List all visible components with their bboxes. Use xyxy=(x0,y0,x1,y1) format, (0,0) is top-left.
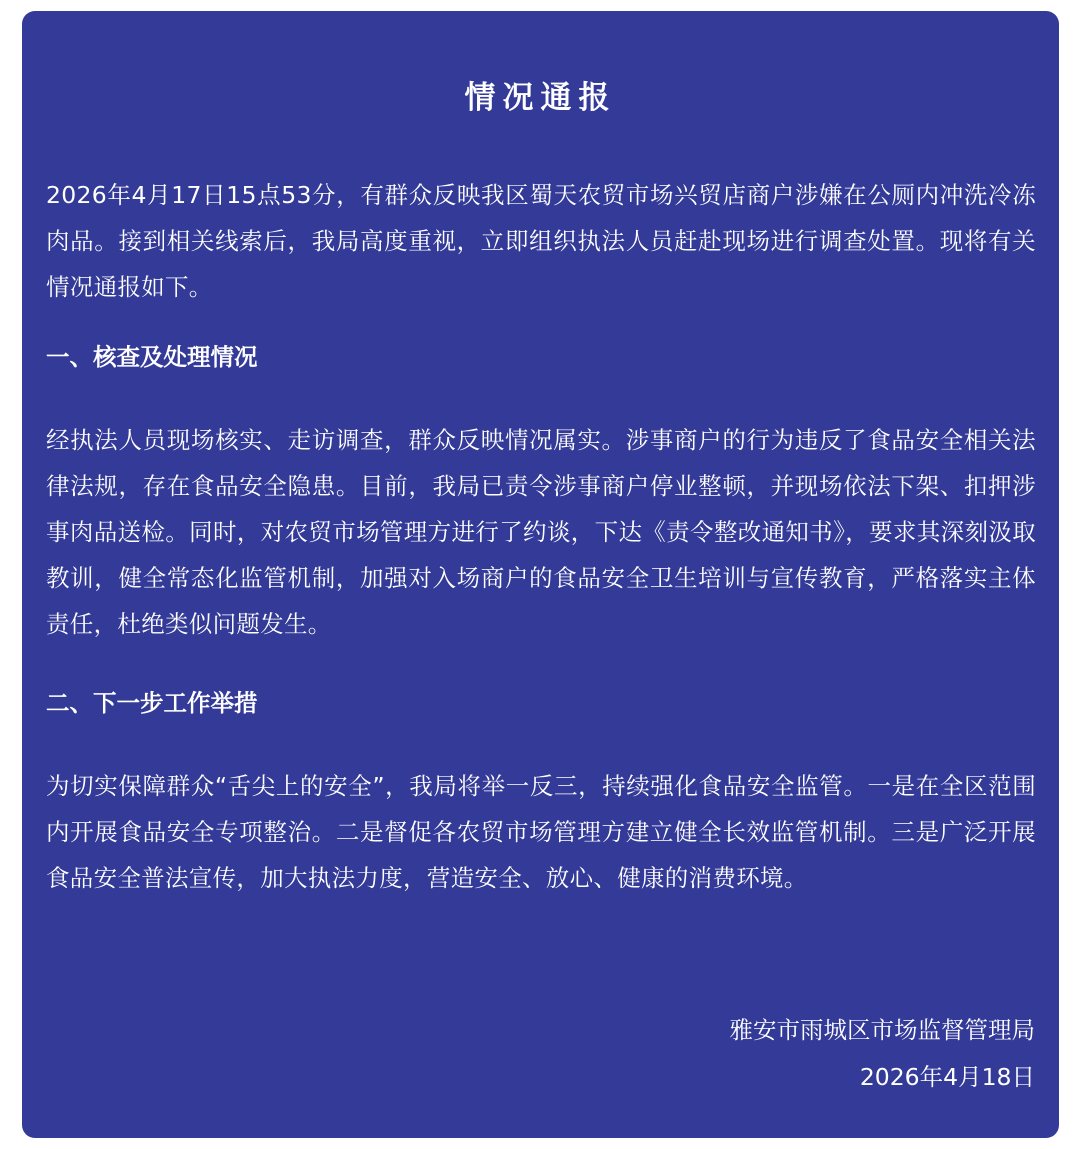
issuer-name: 雅安市雨城区市场监督管理局 xyxy=(729,1016,1035,1044)
issue-date: 2026年4月18日 xyxy=(859,1063,1035,1091)
notice-card xyxy=(22,11,1059,1138)
section-1-body: 经执法人员现场核实、走访调查，群众反映情况属实。涉事商户的行为违反了食品安全相关法律法规，存在食品安全隐患。目前，我局已责令涉事商户停业整顿，并现场依法下架、扣押涉事肉品送检。同时，对农贸市场管理方进行了约谈，下达《责令整改通知书》，要求其深刻汲取教训，健全常态化监管机制，加强对入场商户的食品安全卫生培训与宣传教育，严格落实主体责任，杜绝类似问题发生。 xyxy=(46,426,1036,638)
section-1-heading: 一、核查及处理情况 xyxy=(46,343,258,371)
section-2-heading: 二、下一步工作举措 xyxy=(46,689,258,717)
notice-title: 情况通报 xyxy=(464,80,617,116)
intro-paragraph: 2026年4月17日15点53分，有群众反映我区蜀天农贸市场兴贸店商户涉嫌在公厕内冲洗冷冻肉品。接到相关线索后，我局高度重视，立即组织执法人员赶赴现场进行调查处置。现将有关情况通报如下。 xyxy=(46,181,1036,301)
section-2-body: 为切实保障群众“舌尖上的安全”，我局将举一反三，持续强化食品安全监管。一是在全区范围内开展食品安全专项整治。二是督促各农贸市场管理方建立健全长效监管机制。三是广泛开展食品安全普法宣传，加大执法力度，营造安全、放心、健康的消费环境。 xyxy=(46,772,1036,892)
